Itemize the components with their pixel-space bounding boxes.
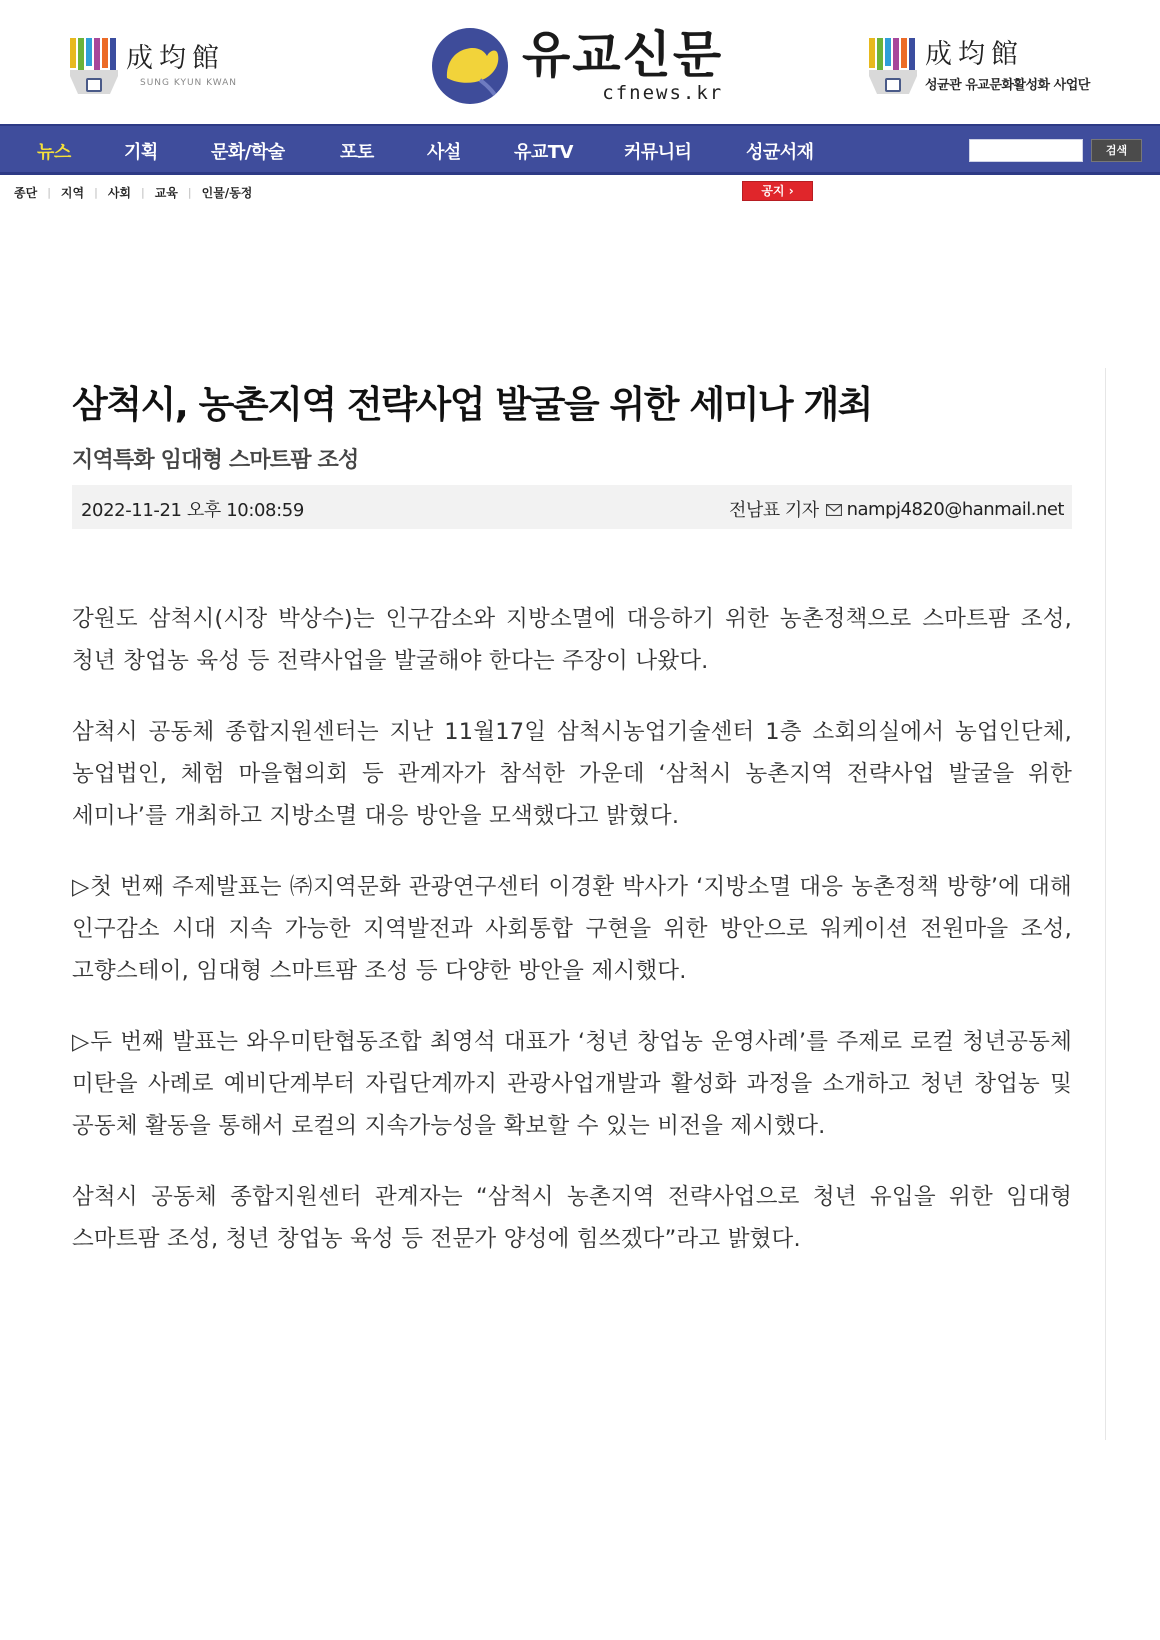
article-title: 삼척시, 농촌지역 전략사업 발굴을 위한 세미나 개최 (72, 383, 872, 426)
logo-hanja: 成均館 (925, 38, 1024, 70)
sungkyunkwan-logo-left[interactable] (70, 38, 237, 94)
article-meta-bar (72, 485, 1072, 529)
nav-item-culture[interactable]: 문화/학술 (211, 142, 285, 163)
article-byline (729, 496, 1064, 522)
article-body (72, 598, 1072, 1289)
sungkyunkwan-emblem-icon (869, 38, 917, 94)
subnav-separator: | (47, 186, 51, 199)
subnav-item-society[interactable]: 사회 (107, 186, 131, 200)
nav-item-news[interactable]: 뉴스 (37, 142, 71, 163)
site-title: 유교신문 (522, 26, 724, 84)
article-date: 2022-11-21 오후 10:08:59 (81, 500, 304, 521)
nav-item-tv[interactable]: 유교TV (514, 142, 573, 163)
logo-hanja: 成均館 (126, 43, 225, 74)
search-input[interactable] (969, 139, 1083, 162)
reporter-email-link[interactable]: nampj4820@hanmail.net (846, 498, 1064, 520)
nav-item-editorial[interactable]: 사설 (427, 142, 461, 163)
sungkyunkwan-emblem-icon (70, 38, 118, 94)
nav-item-feature[interactable]: 기획 (124, 142, 158, 163)
ginkgo-leaf-icon (432, 28, 508, 104)
logo-subtitle: SUNG KYUN KWAN (140, 78, 238, 88)
site-header (0, 0, 1160, 124)
subnav-separator: | (141, 186, 145, 199)
subnav-item-people[interactable]: 인물/동정 (201, 186, 253, 200)
main-nav (0, 124, 1160, 175)
sungkyunkwan-logo-right[interactable] (869, 38, 1090, 94)
subnav-separator: | (94, 186, 98, 199)
article-paragraph: 삼척시 공동체 종합지원센터는 지난 11월17일 삼척시농업기술센터 1층 소회의실에서 농업인단체, 농업법인, 체험 마을협의회 등 관계자가 참석한 가운데 ‘삼척시 농촌지역 전략사업 발굴을 위한 세미나’를 개최하고 지방소멸 대응 방안을 모색했다고 밝혔다. (72, 719, 1072, 829)
sub-nav (14, 184, 252, 201)
article-paragraph: ▷첫 번째 주제발표는 ㈜지역문화 관광연구센터 이경환 박사가 ‘지방소멸 대응 농촌정책 방향’에 대해 인구감소 시대 지속 가능한 지역발전과 사회통합 구현을 위한 방안으로 워케이션 전원마을 조성, 고향스테이, 임대형 스마트팜 조성 등 다양한 방안을 제시했다. (72, 874, 1072, 984)
article-paragraph: ▷두 번째 발표는 와우미탄협동조합 최영석 대표가 ‘청년 창업농 운영사례’를 주제로 로컬 청년공동체 미탄을 사례로 예비단계부터 자립단계까지 관광사업개발과 활성화 과정을 소개하고 청년 창업농 및 공동체 활동을 통해서 로컬의 지속가능성을 확보할 수 있는 비전을 제시했다. (72, 1029, 1072, 1139)
notice-button[interactable]: 공지 › (742, 181, 813, 201)
site-domain: cfnews.kr (602, 82, 724, 104)
article-paragraph: 강원도 삼척시(시장 박상수)는 인구감소와 지방소멸에 대응하기 위한 농촌정책으로 스마트팜 조성, 청년 창업농 육성 등 전략사업을 발굴해야 한다는 주장이 나왔다. (72, 606, 1072, 674)
subnav-separator: | (187, 186, 192, 199)
article-paragraph: 삼척시 공동체 종합지원센터 관계자는 “삼척시 농촌지역 전략사업으로 청년 유입을 위한 임대형 스마트팜 조성, 청년 창업농 육성 등 전문가 양성에 힘쓰겠다”라고 밝혔다. (72, 1184, 1072, 1252)
content-divider (1105, 368, 1106, 1440)
subnav-item-education[interactable]: 교육 (154, 186, 178, 200)
nav-item-photo[interactable]: 포토 (340, 142, 374, 163)
article-subtitle: 지역특화 임대형 스마트팜 조성 (72, 448, 359, 473)
nav-item-community[interactable]: 커뮤니티 (624, 142, 692, 163)
subnav-item-religion[interactable]: 종단 (14, 186, 38, 200)
cfnews-logo[interactable] (432, 28, 723, 104)
mail-icon (826, 504, 842, 516)
reporter-name: 전남표 기자 (728, 500, 819, 521)
nav-item-library[interactable]: 성균서재 (746, 142, 814, 163)
logo-subtitle: 성균관 유교문화활성화 사업단 (925, 77, 1090, 93)
search-button[interactable]: 검색 (1091, 139, 1142, 162)
subnav-item-region[interactable]: 지역 (60, 186, 85, 200)
